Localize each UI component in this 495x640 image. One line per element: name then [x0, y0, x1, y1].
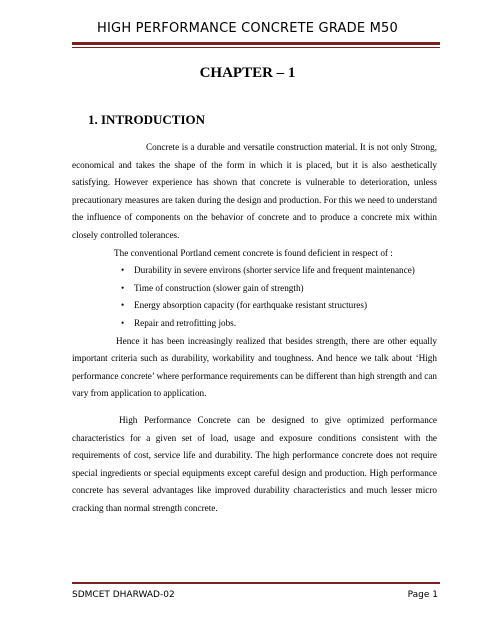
list-item: • Repair and retrofitting jobs. [134, 315, 437, 333]
bullet-icon: • [121, 282, 125, 293]
page-number: Page 1 [407, 590, 438, 600]
body-text [72, 139, 437, 517]
header-title: HIGH PERFORMANCE CONCRETE GRADE M50 [97, 21, 398, 36]
list-item: • Energy absorption capacity (for earthquake resistant structures) [134, 297, 437, 315]
paragraph-2: The conventional Portland cement concrete is found deficient in respect of : [114, 247, 393, 258]
chapter-title: CHAPTER – 1 [199, 65, 296, 81]
section-heading: 1. INTRODUCTION [88, 112, 206, 127]
footer-rule [72, 582, 440, 584]
deficiency-list [72, 262, 437, 332]
footer-institution: SDMCET DHARWAD-02 [72, 590, 175, 600]
list-item: • Time of construction (slower gain of strength) [134, 280, 437, 298]
list-item: • Durability in severe environs (shorter service life and frequent maintenance) [134, 262, 437, 280]
paragraph-1: Concrete is a durable and versatile construction material. It is not only Strong, economical and takes the shape of the form in which it is placed, but it is also aesthetically satisfying. However experience has shown that concrete is vulnerable to deterioration, unless precautionary measures are taken during the design and production. For this we need to understand the influence of components on the behavior of concrete and to produce a concrete mix within closely controlled tolerances. [72, 142, 437, 240]
header-rule-thin [72, 47, 440, 48]
bullet-icon: • [121, 300, 125, 311]
bullet-icon: • [121, 265, 125, 276]
bullet-icon: • [121, 317, 125, 328]
header-rule-thick [72, 42, 440, 45]
paragraph-3: Hence it has been increasingly realized that besides strength, there are other equally important criteria such as durability, workability and toughness. And hence we talk about ‘High performance concrete’ where performance requirements can be different than high strength and can vary from application to application. [72, 335, 437, 399]
paragraph-4: High Performance Concrete can be designed to give optimized performance characteristics for a given set of load, usage and exposure conditions consistent with the requirements of cost, service life and durability. The high performance concrete does not require special ingredients or special equipments except careful design and production. High performance concrete has several advantages like improved durability characteristics and much lesser micro cracking than normal strength concrete. [72, 414, 437, 513]
